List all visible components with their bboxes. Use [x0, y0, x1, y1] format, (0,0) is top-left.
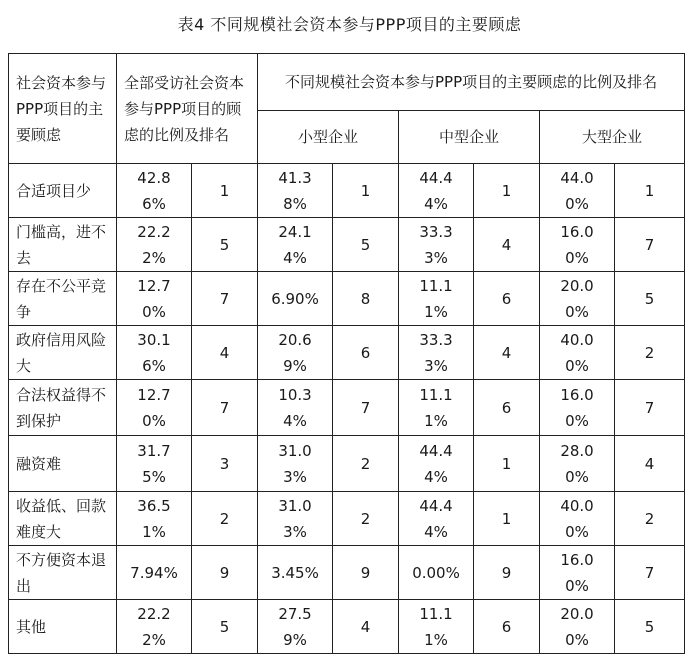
- medium-rank: 6: [474, 600, 540, 654]
- table-row: [9, 546, 685, 600]
- all-rank: 1: [192, 164, 258, 218]
- row-label: 政府信用风险大: [9, 326, 117, 380]
- large-rank: 2: [615, 326, 685, 380]
- table-row: [9, 492, 685, 546]
- row-label: 其他: [9, 600, 117, 654]
- small-percent: 41.38%: [258, 164, 333, 218]
- medium-percent: 11.11%: [399, 380, 474, 436]
- small-rank: 2: [333, 436, 399, 492]
- small-rank: 9: [333, 546, 399, 600]
- medium-percent: 0.00%: [399, 546, 474, 600]
- row-label: 合适项目少: [9, 164, 117, 218]
- all-rank: 9: [192, 546, 258, 600]
- header-by-size: 不同规模社会资本参与PPP项目的主要顾虑的比例及排名: [258, 54, 685, 111]
- large-percent: 20.00%: [540, 272, 615, 326]
- table-row: [9, 272, 685, 326]
- medium-percent: 33.33%: [399, 326, 474, 380]
- row-label: 合法权益得不到保护: [9, 380, 117, 436]
- header-all: 全部受访社会资本参与PPP项目的顾虑的比例及排名: [117, 54, 258, 164]
- large-percent: 44.00%: [540, 164, 615, 218]
- small-rank: 1: [333, 164, 399, 218]
- large-percent: 20.00%: [540, 600, 615, 654]
- all-percent: 7.94%: [117, 546, 192, 600]
- row-label: 门槛高，进不去: [9, 218, 117, 272]
- small-rank: 7: [333, 380, 399, 436]
- all-rank: 4: [192, 326, 258, 380]
- all-percent: 42.86%: [117, 164, 192, 218]
- all-rank: 2: [192, 492, 258, 546]
- large-rank: 7: [615, 380, 685, 436]
- row-label: 存在不公平竞争: [9, 272, 117, 326]
- small-percent: 31.03%: [258, 492, 333, 546]
- all-percent: 22.22%: [117, 218, 192, 272]
- large-rank: 5: [615, 272, 685, 326]
- table-row: [9, 436, 685, 492]
- large-rank: 4: [615, 436, 685, 492]
- table-row: [9, 218, 685, 272]
- table-title: 表4 不同规模社会资本参与PPP项目的主要顾虑: [177, 15, 522, 34]
- table-row: [9, 380, 685, 436]
- small-percent: 31.03%: [258, 436, 333, 492]
- small-percent: 27.59%: [258, 600, 333, 654]
- large-rank: 7: [615, 546, 685, 600]
- medium-percent: 11.11%: [399, 272, 474, 326]
- small-rank: 4: [333, 600, 399, 654]
- all-percent: 12.70%: [117, 272, 192, 326]
- table-row: [9, 326, 685, 380]
- medium-rank: 4: [474, 218, 540, 272]
- small-percent: 10.34%: [258, 380, 333, 436]
- all-percent: 12.70%: [117, 380, 192, 436]
- row-label: 融资难: [9, 436, 117, 492]
- large-percent: 28.00%: [540, 436, 615, 492]
- all-percent: 22.22%: [117, 600, 192, 654]
- medium-percent: 44.44%: [399, 164, 474, 218]
- small-rank: 5: [333, 218, 399, 272]
- medium-rank: 6: [474, 380, 540, 436]
- all-percent: 31.75%: [117, 436, 192, 492]
- medium-percent: 44.44%: [399, 436, 474, 492]
- small-rank: 6: [333, 326, 399, 380]
- header-small: 小型企业: [258, 111, 399, 164]
- all-rank: 7: [192, 272, 258, 326]
- row-label: 不方便资本退出: [9, 546, 117, 600]
- small-rank: 2: [333, 492, 399, 546]
- large-rank: 7: [615, 218, 685, 272]
- small-rank: 8: [333, 272, 399, 326]
- medium-rank: 1: [474, 492, 540, 546]
- medium-rank: 4: [474, 326, 540, 380]
- medium-rank: 1: [474, 436, 540, 492]
- header-large: 大型企业: [540, 111, 685, 164]
- small-percent: 20.69%: [258, 326, 333, 380]
- large-percent: 40.00%: [540, 326, 615, 380]
- medium-percent: 33.33%: [399, 218, 474, 272]
- large-rank: 1: [615, 164, 685, 218]
- large-percent: 16.00%: [540, 546, 615, 600]
- medium-percent: 44.44%: [399, 492, 474, 546]
- large-rank: 5: [615, 600, 685, 654]
- small-percent: 6.90%: [258, 272, 333, 326]
- row-label: 收益低、回款难度大: [9, 492, 117, 546]
- all-rank: 3: [192, 436, 258, 492]
- large-percent: 40.00%: [540, 492, 615, 546]
- table-row: [9, 164, 685, 218]
- medium-rank: 9: [474, 546, 540, 600]
- header-concern: 社会资本参与PPP项目的主要顾虑: [9, 54, 117, 164]
- medium-percent: 11.11%: [399, 600, 474, 654]
- concerns-table: [8, 53, 685, 654]
- large-percent: 16.00%: [540, 218, 615, 272]
- all-rank: 5: [192, 600, 258, 654]
- large-percent: 16.00%: [540, 380, 615, 436]
- large-rank: 2: [615, 492, 685, 546]
- medium-rank: 1: [474, 164, 540, 218]
- header-medium: 中型企业: [399, 111, 540, 164]
- small-percent: 24.14%: [258, 218, 333, 272]
- small-percent: 3.45%: [258, 546, 333, 600]
- table-row: [9, 600, 685, 654]
- all-rank: 5: [192, 218, 258, 272]
- all-percent: 30.16%: [117, 326, 192, 380]
- medium-rank: 6: [474, 272, 540, 326]
- all-rank: 7: [192, 380, 258, 436]
- all-percent: 36.51%: [117, 492, 192, 546]
